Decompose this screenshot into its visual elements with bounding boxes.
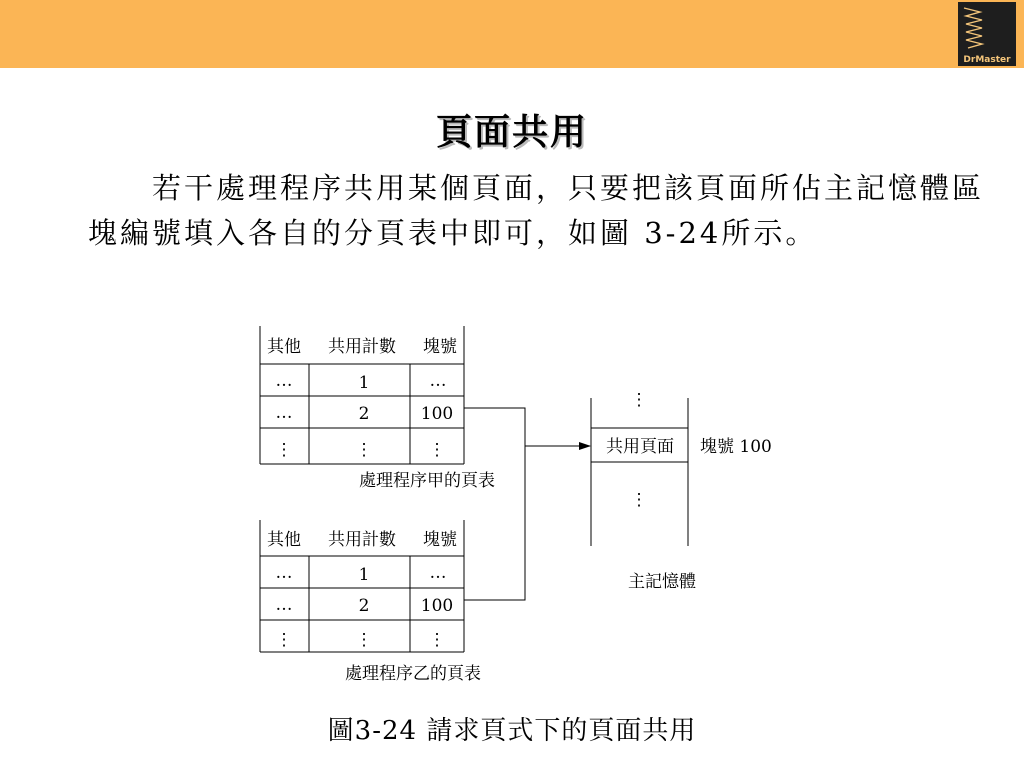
table-a-cell: ⋮ <box>275 440 293 460</box>
table-b-cell: … <box>275 563 293 583</box>
table-a-cell: … <box>275 371 293 391</box>
table-a-cell: ⋮ <box>428 440 446 460</box>
table-b-cell: ⋮ <box>355 630 373 650</box>
table-b-cell: … <box>275 595 293 615</box>
table-a-cell: … <box>275 403 293 423</box>
page-table-a <box>260 326 495 491</box>
table-a-cell: ⋮ <box>355 440 373 460</box>
table-a-header-share-count: 共用計數 <box>328 337 396 357</box>
main-memory-label: 主記憶體 <box>628 572 696 592</box>
table-a-header-block-no: 塊號 <box>423 337 457 357</box>
block-number-label: 塊號 100 <box>700 437 772 457</box>
logo-text: DrMaster <box>963 55 1011 65</box>
table-b-header-block-no: 塊號 <box>423 530 457 550</box>
table-b-cell: 100 <box>420 596 454 616</box>
table-a-cell: 100 <box>420 404 454 424</box>
table-a-cell: 1 <box>358 373 370 393</box>
memory-bottom-dots: ⋮ <box>630 490 648 510</box>
connector-lines <box>464 408 590 600</box>
table-b-header-other: 其他 <box>267 530 301 550</box>
table-b-cell: 2 <box>358 596 370 616</box>
figure-caption: 圖3-24 請求頁式下的頁面共用 <box>327 716 697 746</box>
main-memory <box>591 390 772 592</box>
table-b-cell: ⋮ <box>275 630 293 650</box>
slide-title: 頁面共用 <box>435 111 588 153</box>
body-paragraph: 若干處理程序共用某個頁面，只要把該頁面所佔主記憶體區塊編號填入各自的分頁表中即可，如圖 3-24所示。 <box>88 171 985 250</box>
shared-page-label: 共用頁面 <box>606 437 674 457</box>
table-a-label: 處理程序甲的頁表 <box>359 471 495 491</box>
memory-top-dots: ⋮ <box>630 390 648 410</box>
table-b-label: 處理程序乙的頁表 <box>345 664 481 684</box>
table-b-cell: ⋮ <box>428 630 446 650</box>
table-a-cell: 2 <box>358 404 370 424</box>
table-b-header-share-count: 共用計數 <box>328 530 396 550</box>
table-b-cell: 1 <box>358 565 370 585</box>
table-a-header-other: 其他 <box>267 337 301 357</box>
table-b-cell: … <box>429 563 447 583</box>
page-table-b <box>260 520 481 684</box>
table-a-cell: … <box>429 371 447 391</box>
